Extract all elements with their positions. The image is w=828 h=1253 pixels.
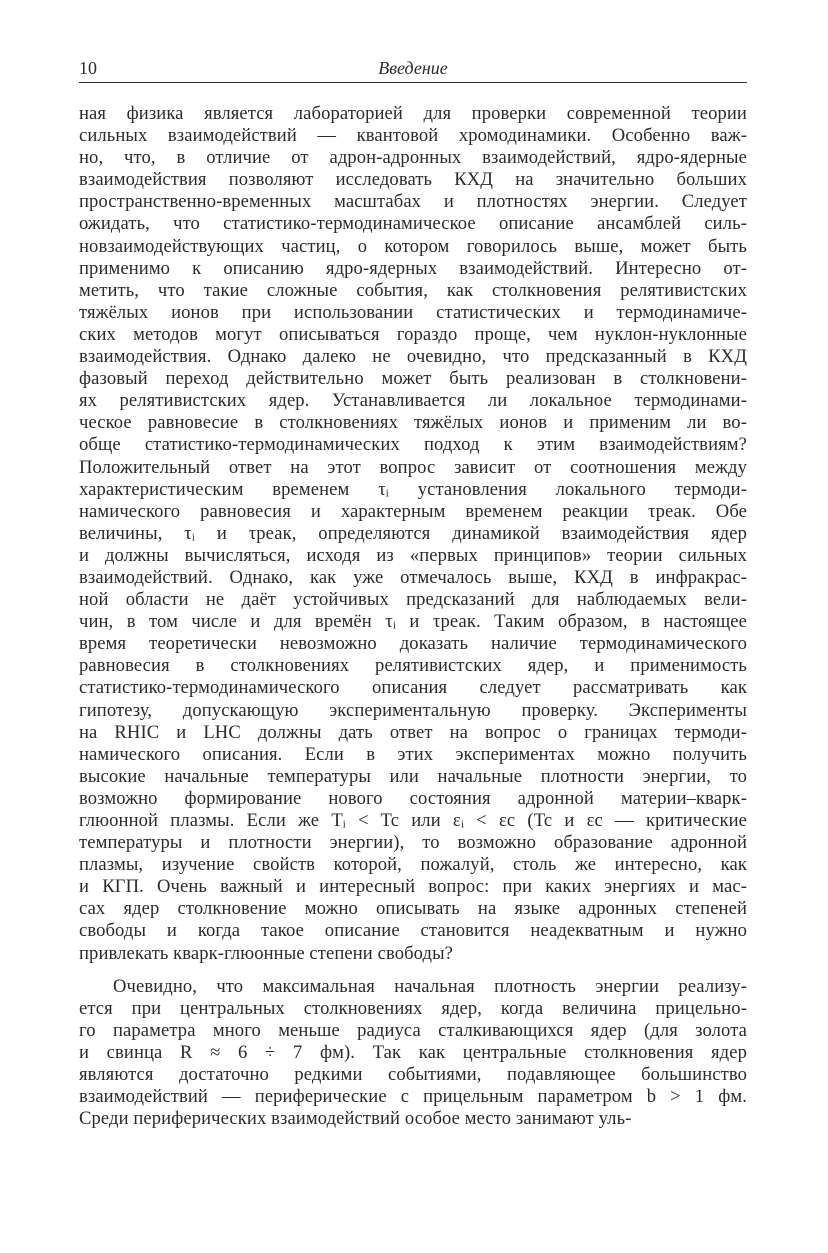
text-line: Среди периферических взаимодействий особое место занимают уль-	[79, 1108, 632, 1130]
text-line: гипотезу, допускающую экспериментальную проверку. Эксперименты	[79, 699, 747, 721]
text-line: применимо к описанию ядро-ядерных взаимодействий. Интересно от-	[79, 257, 747, 279]
text-line: новзаимодействующих частиц, о котором говорилось выше, может быть	[79, 235, 747, 257]
text-line: сильных взаимодействий — квантовой хромодинамики. Особенно важ-	[79, 125, 747, 147]
text-line: ная физика является лабораторией для проверки современной теории	[79, 103, 747, 124]
paragraph-gap	[79, 965, 747, 976]
text-line: но, что, в отличие от адрон-адронных взаимодействий, ядро-ядерные	[79, 147, 747, 169]
paragraph	[79, 976, 747, 1131]
text-line: глюонной плазмы. Если же Tᵢ < Tc или εᵢ < εc (Tc и εc — критические	[79, 810, 747, 831]
page-header	[79, 56, 747, 83]
text-line: время теоретически невозможно доказать наличие термодинамического	[79, 633, 747, 655]
text-line: намического равновесия и характерным временем реакции τреак. Обе	[79, 500, 747, 522]
text-line: на RHIC и LHC должны дать ответ на вопрос о границах термоди-	[79, 721, 747, 743]
text-line: ется при центральных столкновениях ядер, когда величина прицельно-	[79, 997, 747, 1019]
text-line: и свинца R ≈ 6 ÷ 7 фм). Так как центральные столкновения ядер	[79, 1041, 747, 1063]
text-line: являются достаточно редкими событиями, подавляющее большинство	[79, 1064, 747, 1086]
paragraph	[79, 103, 747, 965]
text-line: высокие начальные температуры или начальные плотности энергии, то	[79, 765, 747, 787]
text-line: фазовый переход действительно может быть реализован в столкновени-	[79, 368, 747, 390]
text-line: Положительный ответ на этот вопрос зависит от соотношения между	[79, 456, 747, 478]
text-line: и должны вычисляться, исходя из «первых принципов» теории сильных	[79, 544, 747, 566]
text-line: сах ядер столкновение можно описывать на языке адронных степеней	[79, 898, 747, 920]
text-line: взаимодействий. Однако, как уже отмечалось выше, КХД в инфракрас-	[79, 566, 747, 588]
text-line: и КГП. Очень важный и интересный вопрос: при каких энергиях и мас-	[79, 876, 747, 898]
text-line: взаимодействий — периферические с прицельным параметром b > 1 фм.	[79, 1086, 747, 1108]
text-line: Очевидно, что максимальная начальная плотность энергии реализу-	[113, 975, 747, 997]
text-line: ческое равновесие в столкновениях тяжёлых ионов и применим ли во-	[79, 412, 747, 434]
text-line: метить, что такие сложные события, как столкновения релятивистских	[79, 279, 747, 301]
running-title: Введение	[378, 58, 448, 78]
text-line: тяжёлых ионов при использовании статистических и термодинамиче-	[79, 301, 747, 323]
page-number: 10	[79, 58, 97, 78]
text-line: чин, в том числе и для времён τᵢ и τреак. Таким образом, в настоящее	[79, 611, 747, 633]
text-line: ной области не даёт устойчивых предсказаний для наблюдаемых вели-	[79, 589, 747, 611]
text-line: равновесия в столкновениях релятивистских ядер, и применимость	[79, 655, 747, 677]
text-line: свободы и когда такое описание становится неадекватным и нужно	[79, 920, 747, 942]
text-line: плазмы, изучение свойств которой, пожалуй, столь же интересно, как	[79, 854, 747, 876]
text-line: пространственно-временных масштабах и плотностях энергии. Следует	[79, 191, 747, 213]
text-line: ожидать, что статистико-термодинамическое описание ансамблей силь-	[79, 213, 747, 235]
text-line: привлекать кварк-глюонные степени свободы?	[79, 942, 454, 964]
text-line: ях релятивистских ядер. Устанавливается ли локальное термодинами-	[79, 390, 747, 412]
text-line: взаимодействия позволяют исследовать КХД на значительно больших	[79, 169, 747, 191]
text-line: величины, τᵢ и τреак, определяются динамикой взаимодействия ядер	[79, 522, 747, 544]
text-line: намического описания. Если в этих экспериментах можно получить	[79, 743, 747, 765]
text-line: го параметра много меньше радиуса сталкивающихся ядер (для золота	[79, 1019, 747, 1041]
text-line: статистико-термодинамического описания следует рассматривать как	[79, 677, 747, 699]
text-line: ских методов могут описываться гораздо проще, чем нуклон-нуклонные	[79, 323, 747, 345]
text-line: возможно формирование нового состояния адронной материи–кварк-	[79, 787, 747, 809]
text-line: обще статистико-термодинамических подход к этим взаимодействиям?	[79, 434, 747, 456]
body-text	[79, 103, 747, 1130]
text-line: взаимодействия. Однако далеко не очевидно, что предсказанный в КХД	[79, 346, 747, 368]
document-page	[79, 56, 747, 1130]
text-line: температуры и плотности энергии), то возможно образование адронной	[79, 832, 747, 854]
text-line: характеристическим временем τᵢ установления локального термоди-	[79, 478, 747, 500]
